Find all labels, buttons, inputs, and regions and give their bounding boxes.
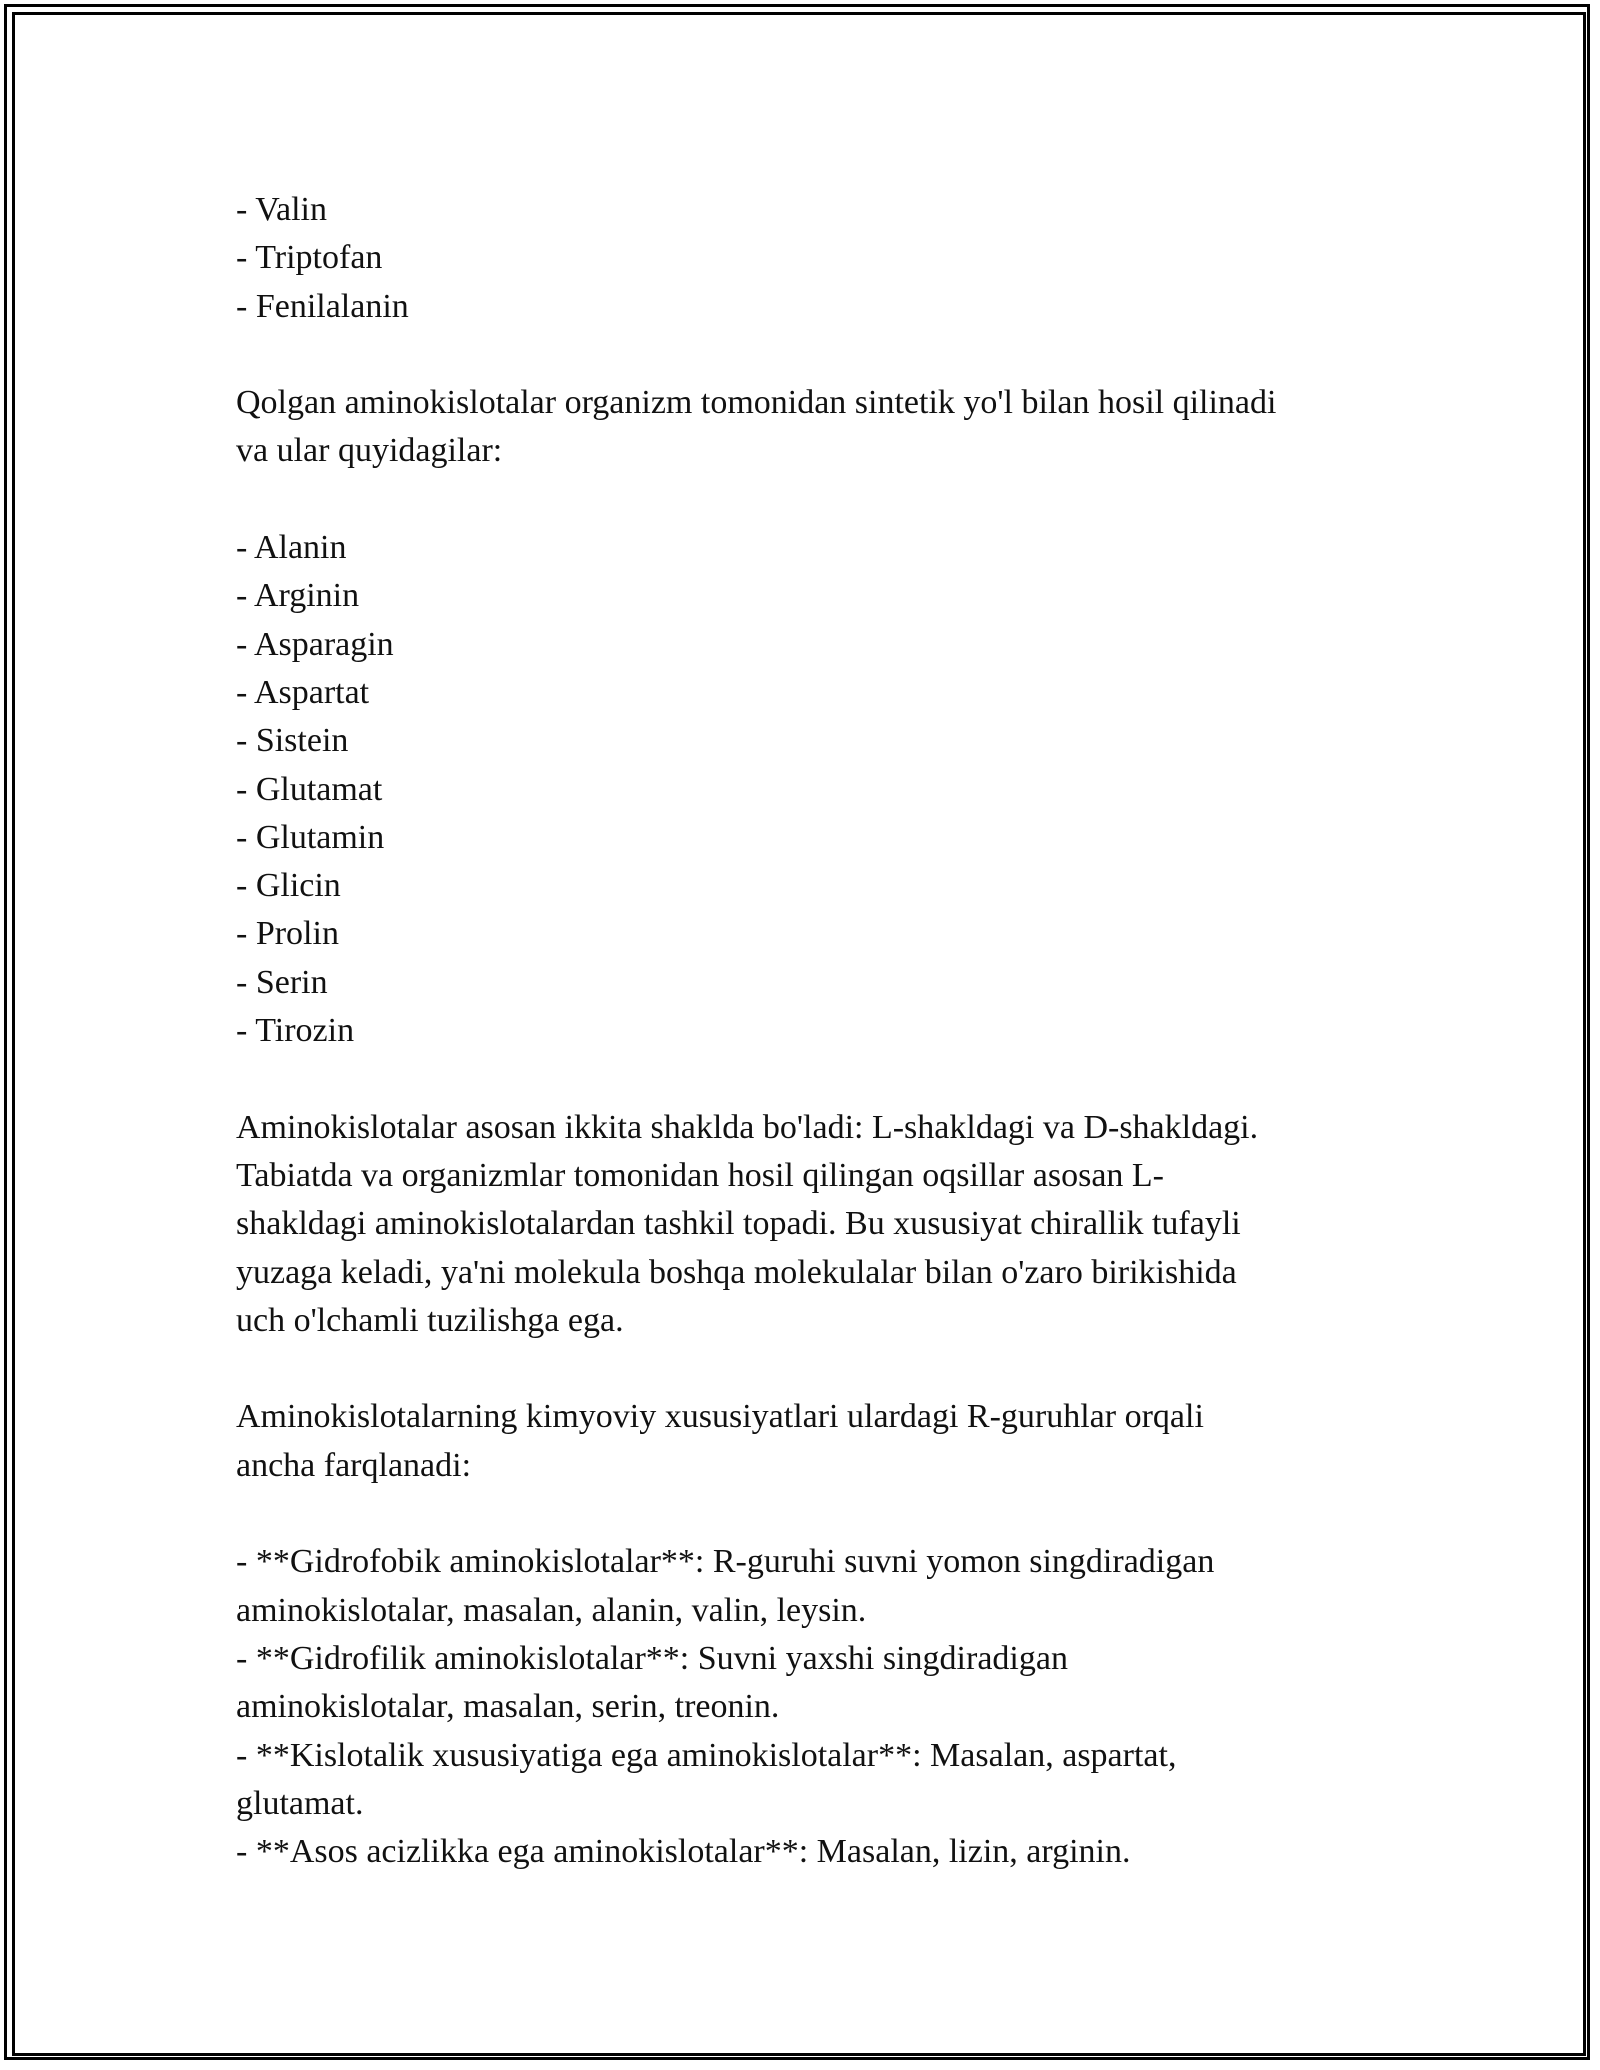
essential-amino-list	[236, 186, 1376, 331]
list-item: - **Kislotalik xususiyatiga ega aminokislotalar**: Masalan, aspartat,	[236, 1736, 1177, 1774]
paragraph-line: yuzaga keladi, ya'ni molekula boshqa molekulalar bilan o'zaro birikishida	[236, 1253, 1237, 1291]
list-item: - **Gidrofilik aminokislotalar**: Suvni yaxshi singdiradigan	[236, 1639, 1068, 1677]
list-item: - **Gidrofobik aminokislotalar**: R-guruhi suvni yomon singdiradigan	[236, 1543, 1215, 1581]
paragraph-line: Tabiatda va organizmlar tomonidan hosil qilingan oqsillar asosan L-	[236, 1156, 1164, 1194]
paragraph-line: Aminokislotalarning kimyoviy xususiyatlari ulardagi R-guruhlar orqali	[236, 1398, 1204, 1436]
property-classes-list	[236, 1538, 1376, 1876]
list-item: aminokislotalar, masalan, alanin, valin, leysin.	[236, 1591, 867, 1629]
document-body	[236, 186, 1376, 1876]
paragraph-line: Aminokislotalar asosan ikkita shaklda bo'ladi: L-shakldagi va D-shakldagi.	[236, 1108, 1259, 1146]
paragraph-line: shakldagi aminokislotalardan tashkil topadi. Bu xususiyat chirallik tufayli	[236, 1205, 1241, 1243]
paragraph-chirality	[236, 1104, 1376, 1345]
list-item: - Valin	[236, 191, 327, 228]
list-item: aminokislotalar, masalan, serin, treonin.	[236, 1688, 780, 1726]
paragraph-line: ancha farqlanadi:	[236, 1446, 472, 1484]
list-item: - Prolin	[236, 915, 339, 953]
paragraph-line: va ular quyidagilar:	[236, 432, 503, 470]
list-item: - **Asos acizlikka ega aminokislotalar**: Masalan, lizin, arginin.	[236, 1833, 1131, 1871]
list-item: - Glutamat	[236, 770, 383, 808]
list-item: - Serin	[236, 963, 328, 1001]
nonessential-amino-list	[236, 524, 1376, 1055]
paragraph-line: Qolgan aminokislotalar organizm tomonidan sintetik yo'l bilan hosil qilinadi	[236, 384, 1277, 422]
list-item: - Aspartat	[236, 673, 370, 711]
paragraph-chemical-properties	[236, 1393, 1376, 1490]
paragraph-synthesized-intro	[236, 379, 1376, 476]
list-item: - Triptofan	[236, 239, 383, 277]
list-item: - Asparagin	[236, 625, 394, 663]
list-item: - Tirozin	[236, 1012, 355, 1050]
paragraph-line: uch o'lchamli tuzilishga ega.	[236, 1301, 624, 1339]
list-item: - Alanin	[236, 529, 347, 567]
list-item: - Sistein	[236, 722, 349, 760]
list-item: - Glicin	[236, 867, 341, 905]
list-item: glutamat.	[236, 1784, 364, 1822]
list-item: - Arginin	[236, 577, 360, 615]
list-item: - Fenilalanin	[236, 287, 409, 325]
list-item: - Glutamin	[236, 818, 385, 856]
